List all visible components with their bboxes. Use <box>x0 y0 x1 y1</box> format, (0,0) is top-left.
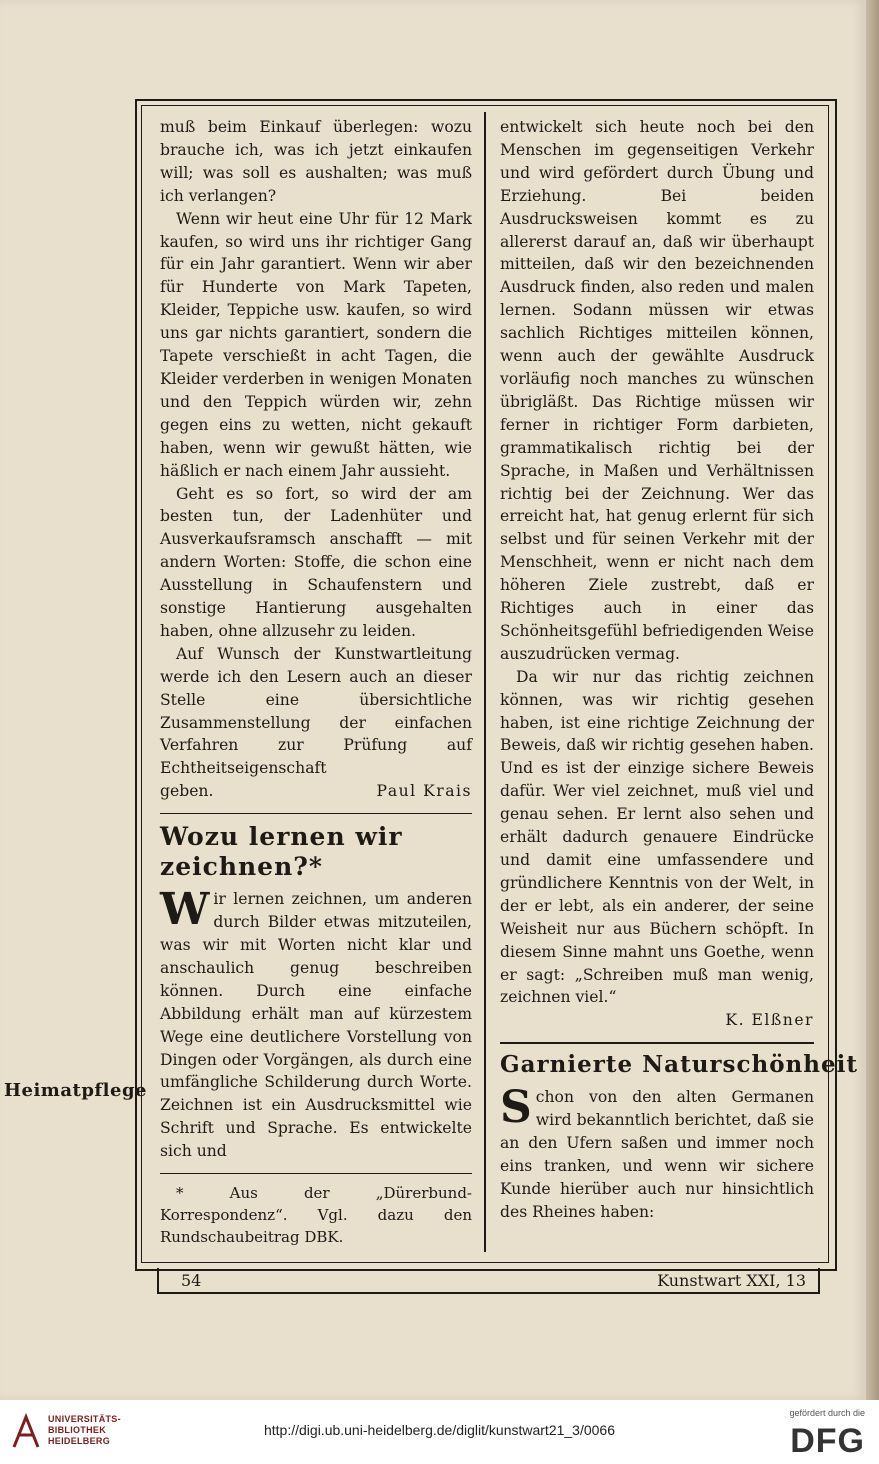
article-heading: Wozu lernen wir zeichnen?* <box>160 822 403 882</box>
paragraph: Auf Wunsch der Kunstwartleitung werde ich den Lesern auch an dieser Stelle eine übersichtliche Zusammenstellung der einfachen Verfahren zur Prüfung auf Echtheitseigenschaft <box>160 644 472 778</box>
left-column <box>160 116 472 1248</box>
institution-name: UNIVERSITÄTS- BIBLIOTHEK HEIDELBERG <box>48 1414 121 1446</box>
side-label: Heimatpflege <box>4 1080 147 1101</box>
signature-lead: geben. <box>160 782 214 801</box>
author-signature: K. Elßner <box>725 1011 814 1030</box>
article-text: ir lernen zeichnen, um anderen durch Bilder etwas mitzuteilen, was wir mit Worten nicht klar und anschaulich genug beschreiben können. Durch eine einfache Abbildung erhält man auf kürzestem Wege eine deutlichere Vorstellung von Dingen oder Vorgängen, als durch eine umfängliche Schilderung durch Worte. Zeichnen ist ein Ausdrucksmittel wie Schrift und Sprache. Es entwickelte sich und <box>160 890 472 1161</box>
article-text: chon von den alten Germanen wird bekanntlich berichtet, daß sie an den Ufern saßen und immer noch eins tranken, und wenn wir sichere Kunde hierüber auch nur hinsichtlich des Rheines haben: <box>500 1088 814 1221</box>
page-number: 54 <box>181 1270 202 1290</box>
funder-label: gefördert durch die <box>789 1408 865 1418</box>
footnote: * Aus der „Dürerbund-Korrespondenz“. Vgl. dazu den Rundschaubeitrag DBK. <box>160 1184 472 1247</box>
paragraph: entwickelt sich heute noch bei den Menschen im gegenseitigen Verkehr und wird gefördert durch Übung und Erziehung. Bei beiden Ausdrucksweisen kommt es zu allererst darauf an, daß wir überhaupt mitteilen, daß wir den bezeichnenden Ausdruck finden, also reden und malen lernen. Sodann müssen wir etwas sachlich Richtiges mitteilen können, wenn auch der gewählte Ausdruck vorläufig noch manches zu wünschen übrigläßt. Das Richtige müssen wir ferner in richtiger Form darbieten, grammatikalisch richtig bei der Sprache, in Maßen und Verhältnissen richtig bei der Zeichnung. Wer das erreicht hat, hat genug erlernt für sich selbst und für seinen Verkehr mit der Menschheit, wenn er nicht nach dem höheren Ziele zustrebt, daß er Richtiges auch in einer das Schönheitsgefühl befriedigenden Weise auszudrücken vermag. <box>500 118 814 663</box>
article-body <box>160 884 472 1163</box>
article-body <box>500 1082 814 1223</box>
page-footer <box>157 1268 820 1294</box>
right-column <box>500 116 858 1224</box>
paragraph: Da wir nur das richtig zeichnen können, was wir richtig gesehen haben, ist eine richtige Zeichnung der Beweis, daß wir richtig gesehen haben. Und es ist der einzige sichere Beweis dafür. Wer viel zeichnet, muß viel und genau sehen. Er lernt also sehen und erhält dadurch genauere Eindrücke und damit eine umfassendere und gründlichere Kenntnis von der Welt, in der er lebt, als ein anderer, der seine Weisheit nur aus Büchern schöpft. In diesem Sinne mahnt uns Goethe, wenn er sagt: „Schreiben muß man wenig, zeichnen viel.“ <box>500 667 814 1007</box>
section-rule <box>160 813 472 814</box>
paragraph: muß beim Einkauf überlegen: wozu brauche ich, was ich jetzt einkaufen will; was soll es aushalten; was muß ich verlangen? <box>160 118 472 205</box>
drop-capital: S <box>500 1082 532 1134</box>
dfg-logo: DFG <box>790 1422 865 1460</box>
paragraph: Geht es so fort, so wird der am besten tun, der Ladenhüter und Ausverkaufsramsch anschafft — mit andern Worten: Stoffe, die schon eine Ausstellung in Schaufenstern und sonstige Hantierung ausgehalten haben, ohne allzusehr zu leiden. <box>160 484 472 640</box>
section-rule <box>500 1042 814 1044</box>
drop-capital: W <box>160 884 210 936</box>
journal-reference: Kunstwart XXI, 13 <box>657 1270 806 1290</box>
viewer-bottom-bar <box>0 1400 879 1464</box>
column-divider <box>484 112 486 1252</box>
paragraph: Wenn wir heut eine Uhr für 12 Mark kaufen, so wird uns ihr richtiger Gang für ein Jahr garantiert. Wenn wir aber für Hunderte von Mark Tapeten, Kleider, Teppiche usw. kaufen, so wird uns gar nichts garantiert, sondern die Tapete verschießt in acht Tagen, die Kleider verderben in wenigen Monaten und den Teppich würden wir, zehn gegen eins zu wetten, nicht gekauft haben, wenn wir gewußt hätten, wie häßlich er nach einem Jahr aussieht. <box>160 209 472 480</box>
page-edge <box>866 0 879 1400</box>
footnote-rule <box>160 1173 472 1174</box>
article-heading: Garnierte Naturschönheit <box>500 1051 858 1079</box>
source-url-link[interactable]: http://digi.ub.uni-heidelberg.de/diglit/kunstwart21_3/0066 <box>263 1422 616 1438</box>
author-signature: Paul Krais <box>376 782 472 801</box>
signature-line <box>160 780 472 803</box>
